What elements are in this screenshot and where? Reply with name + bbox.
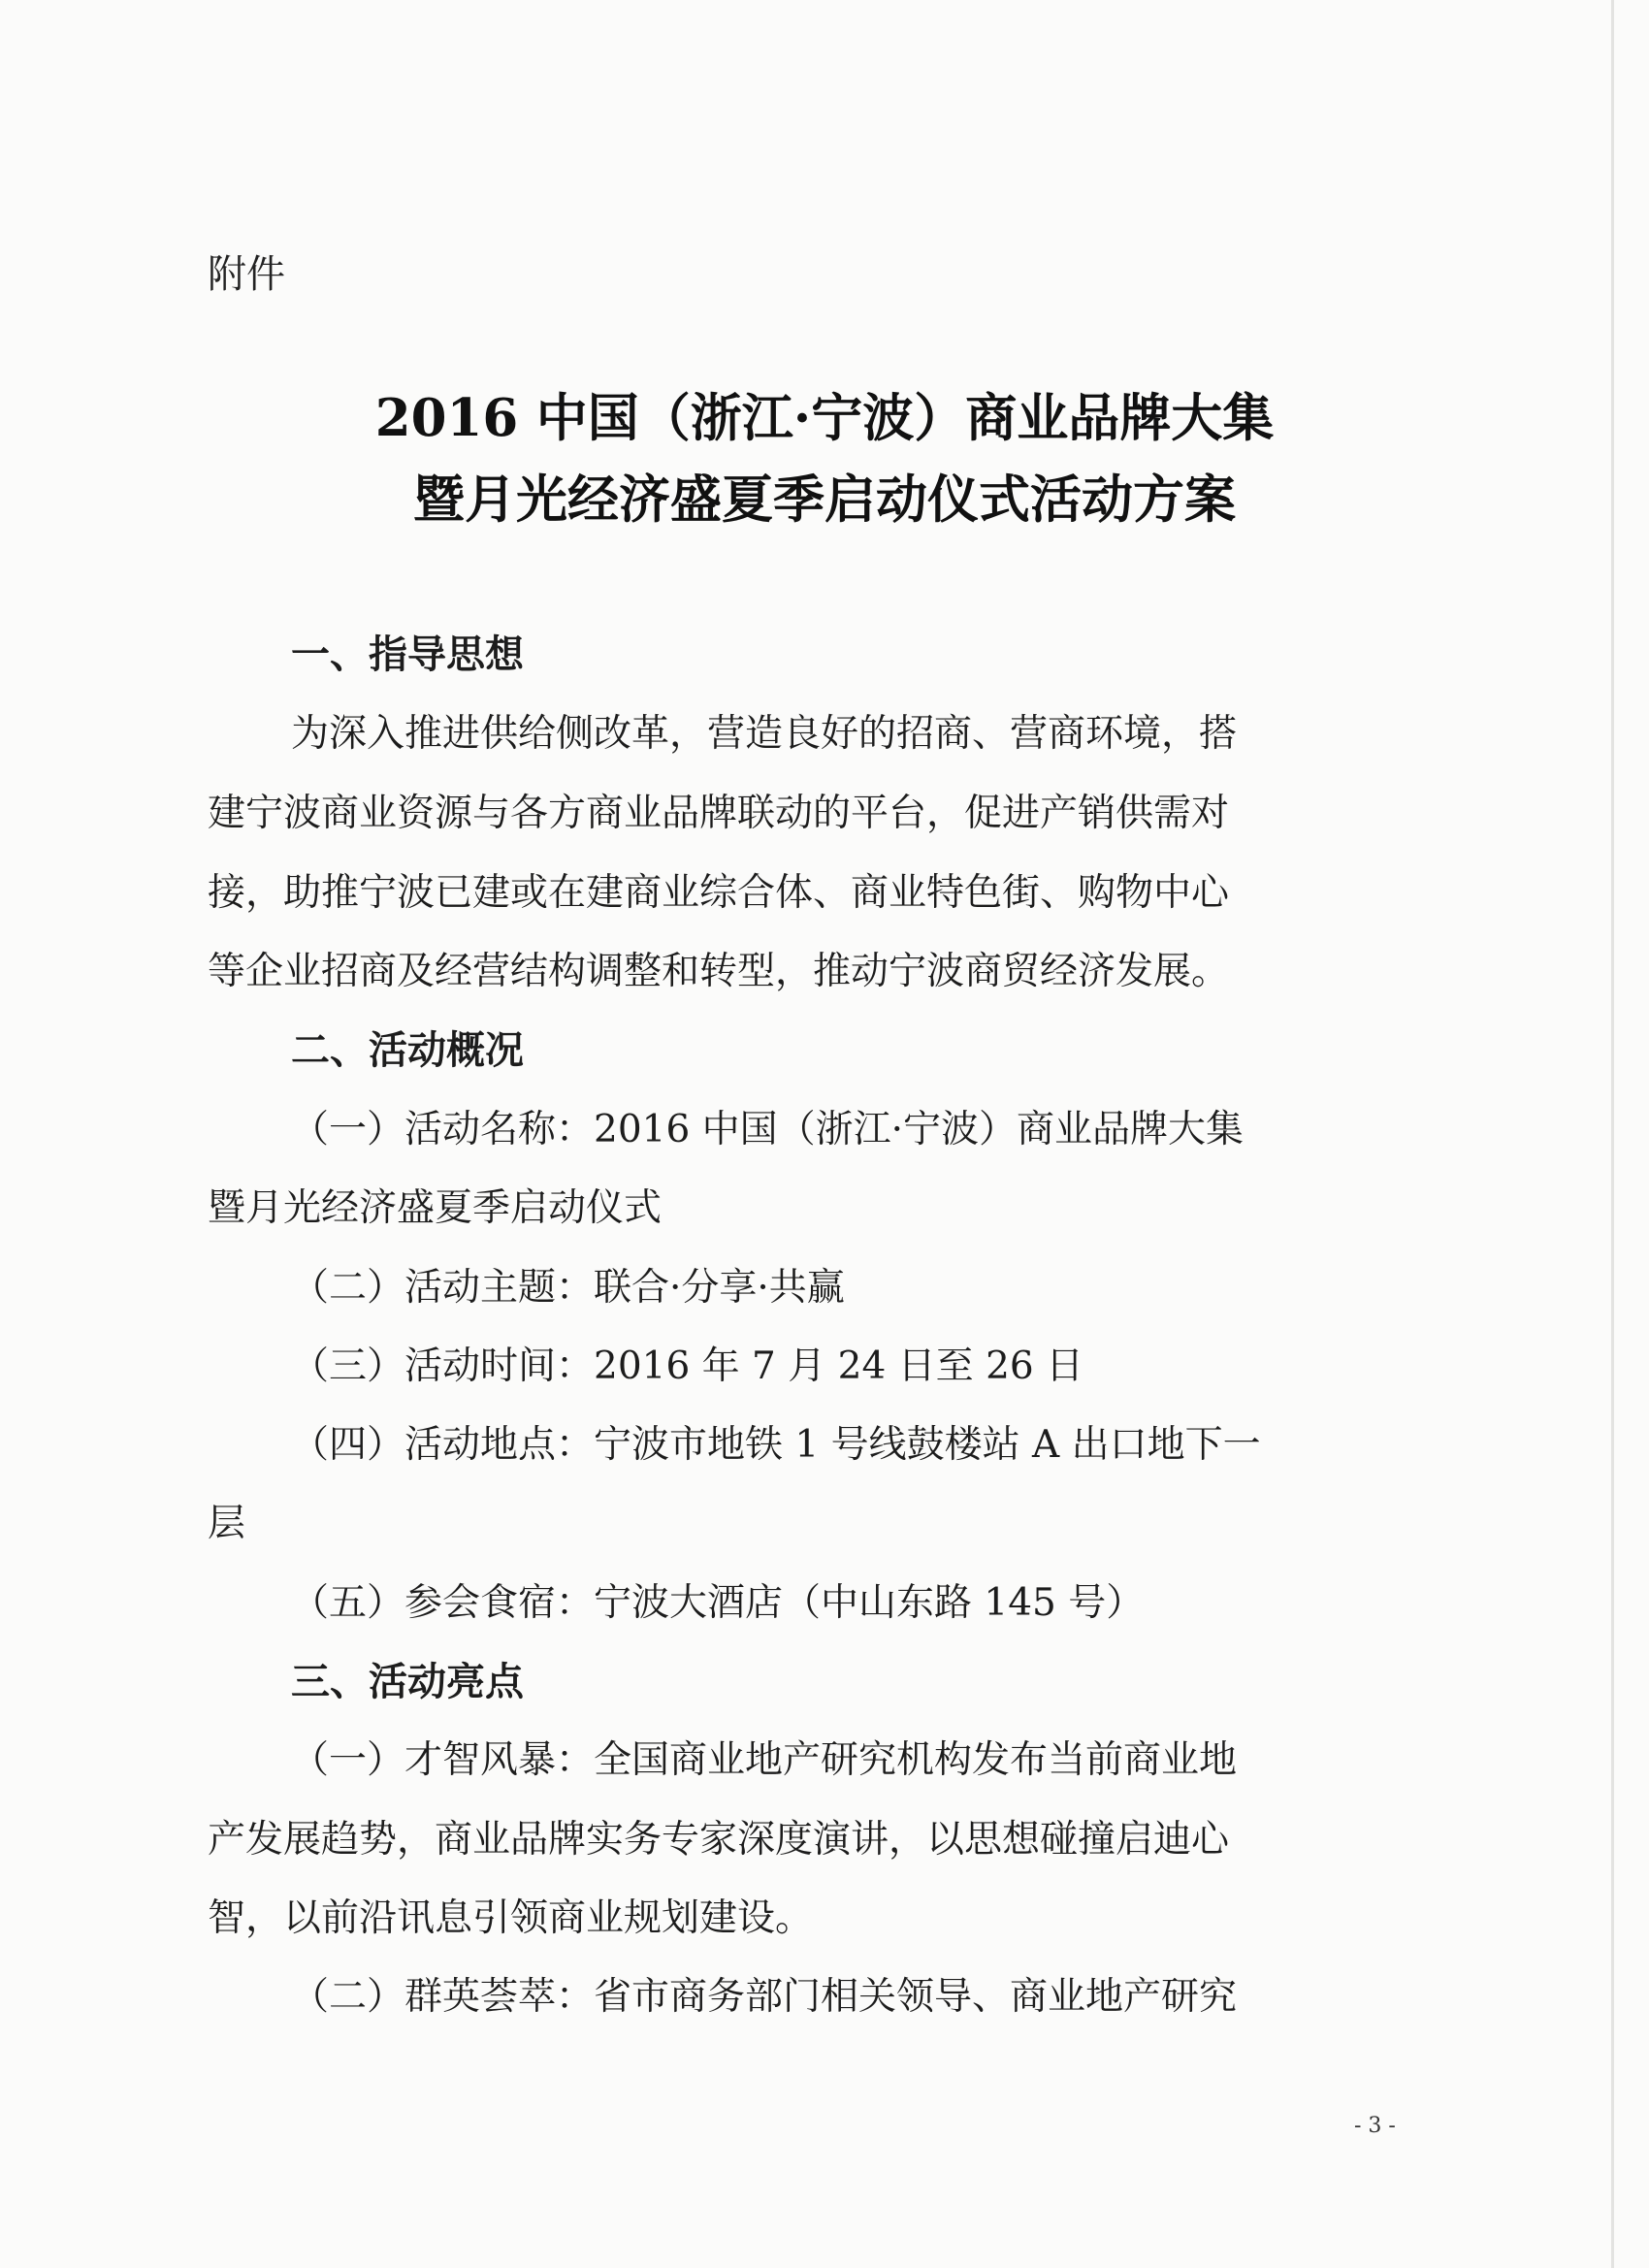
paragraph-line: 层: [208, 1502, 246, 1545]
paragraph-line: 建宁波商业资源与各方商业品牌联动的平台，促进产销供需对: [208, 792, 1230, 835]
section-heading-activity-highlights: 三、活动亮点: [291, 1660, 524, 1704]
document-title-line-2: 暨月光经济盛夏季启动仪式活动方案: [413, 470, 1236, 530]
paragraph-line: 产发展趋势，商业品牌实务专家深度演讲，以思想碰撞启迪心: [208, 1818, 1230, 1862]
scan-page-edge: [1611, 0, 1614, 2268]
page-number: - 3 -: [1354, 2114, 1396, 2138]
paragraph-line: 智，以前沿讯息引领商业规划建设。: [208, 1896, 814, 1940]
paragraph-line: 暨月光经济盛夏季启动仪式: [208, 1186, 663, 1230]
paragraph-line: （二）群英荟萃：省市商务部门相关领导、商业地产研究: [291, 1975, 1238, 2019]
paragraph-line: （二）活动主题：联合·分享·共赢: [291, 1266, 845, 1310]
paragraph-line: （三）活动时间：2016 年 7 月 24 日至 26 日: [291, 1345, 1084, 1388]
section-heading-guiding-ideology: 一、指导思想: [291, 632, 524, 677]
paragraph-line: 等企业招商及经营结构调整和转型，推动宁波商贸经济发展。: [208, 950, 1230, 993]
paragraph-line: （四）活动地点：宁波市地铁 1 号线鼓楼站 A 出口地下一: [291, 1423, 1261, 1467]
paragraph-line: 接，助推宁波已建或在建商业综合体、商业特色街、购物中心: [208, 871, 1230, 915]
paragraph-line: （五）参会食宿：宁波大酒店（中山东路 145 号）: [291, 1581, 1145, 1625]
paragraph-line: （一）才智风暴：全国商业地产研究机构发布当前商业地: [291, 1738, 1238, 1782]
paragraph-line: 为深入推进供给侧改革，营造良好的招商、营商环境，搭: [291, 712, 1238, 756]
document-title-line-1: 2016 中国（浙江·宁波）商业品牌大集: [374, 388, 1275, 448]
section-heading-activity-overview: 二、活动概况: [291, 1028, 524, 1073]
attachment-label: 附件: [208, 252, 285, 297]
paragraph-line: （一）活动名称：2016 中国（浙江·宁波）商业品牌大集: [291, 1108, 1245, 1151]
